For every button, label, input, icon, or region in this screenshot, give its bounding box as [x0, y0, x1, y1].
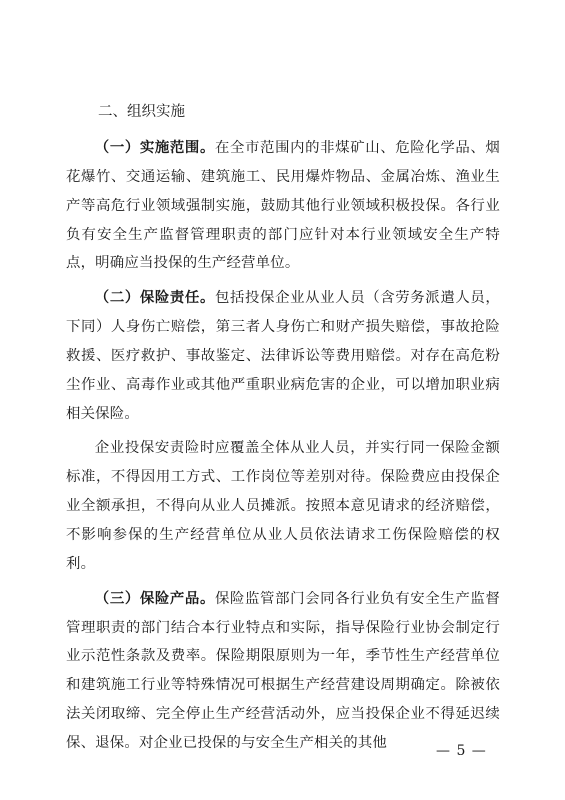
paragraph-lead: （三）保险产品。: [94, 590, 215, 607]
paragraph-coverage: [66, 434, 500, 578]
paragraph-text: 企业投保安责险时应覆盖全体从业人员，并实行同一保险金额标准，不得因用工方式、工作岗位等差别对待。保险费应由投保企业全额承担，不得向从业人员摊派。按照本意见请求的经济赔偿，不影响参保的生产经营单位从业人员依法请求工伤保险赔偿的权利。: [66, 440, 500, 572]
page-number: — 5 —: [436, 743, 487, 759]
paragraph-lead: （一）实施范围。: [94, 140, 215, 156]
paragraph-text: 包括投保企业从业人员（含劳务派遣人员，下同）人身伤亡赔偿，第三者人身伤亡和财产损失赔偿，事故抢险救援、医疗救护、事故鉴定、法律诉讼等费用赔偿。对存在高危粉尘作业、高毒作业或其他严重职业病危害的企业，可以增加职业病相关保险。: [66, 290, 500, 422]
paragraph-scope: [66, 134, 500, 278]
paragraph-liability: [66, 284, 500, 428]
paragraph-lead: （二）保险责任。: [94, 290, 215, 307]
section-heading: 二、组织实施: [98, 104, 185, 120]
paragraph-products: [66, 585, 500, 758]
paragraph-text: 在全市范围内的非煤矿山、危险化学品、烟花爆竹、交通运输、建筑施工、民用爆炸物品、金属冶炼、渔业生产等高危行业领域强制实施，鼓励其他行业领域积极投保。各行业负有安全生产监督管理职责的部门应针对本行业领域安全生产特点，明确应当投保的生产经营单位。: [66, 140, 500, 272]
body-text: [66, 134, 500, 764]
paragraph-text: 保险监管部门会同各行业负有安全生产监督管理职责的部门结合本行业特点和实际，指导保险行业协会制定行业示范性条款及费率。保险期限原则为一年，季节性生产经营单位和建筑施工行业等特殊情况可根据生产经营建设周期确定。除被依法关闭取缔、完全停止生产经营活动外，应当投保企业不得延迟续保、退保。对企业已投保的与安全生产相关的其他: [66, 590, 500, 751]
